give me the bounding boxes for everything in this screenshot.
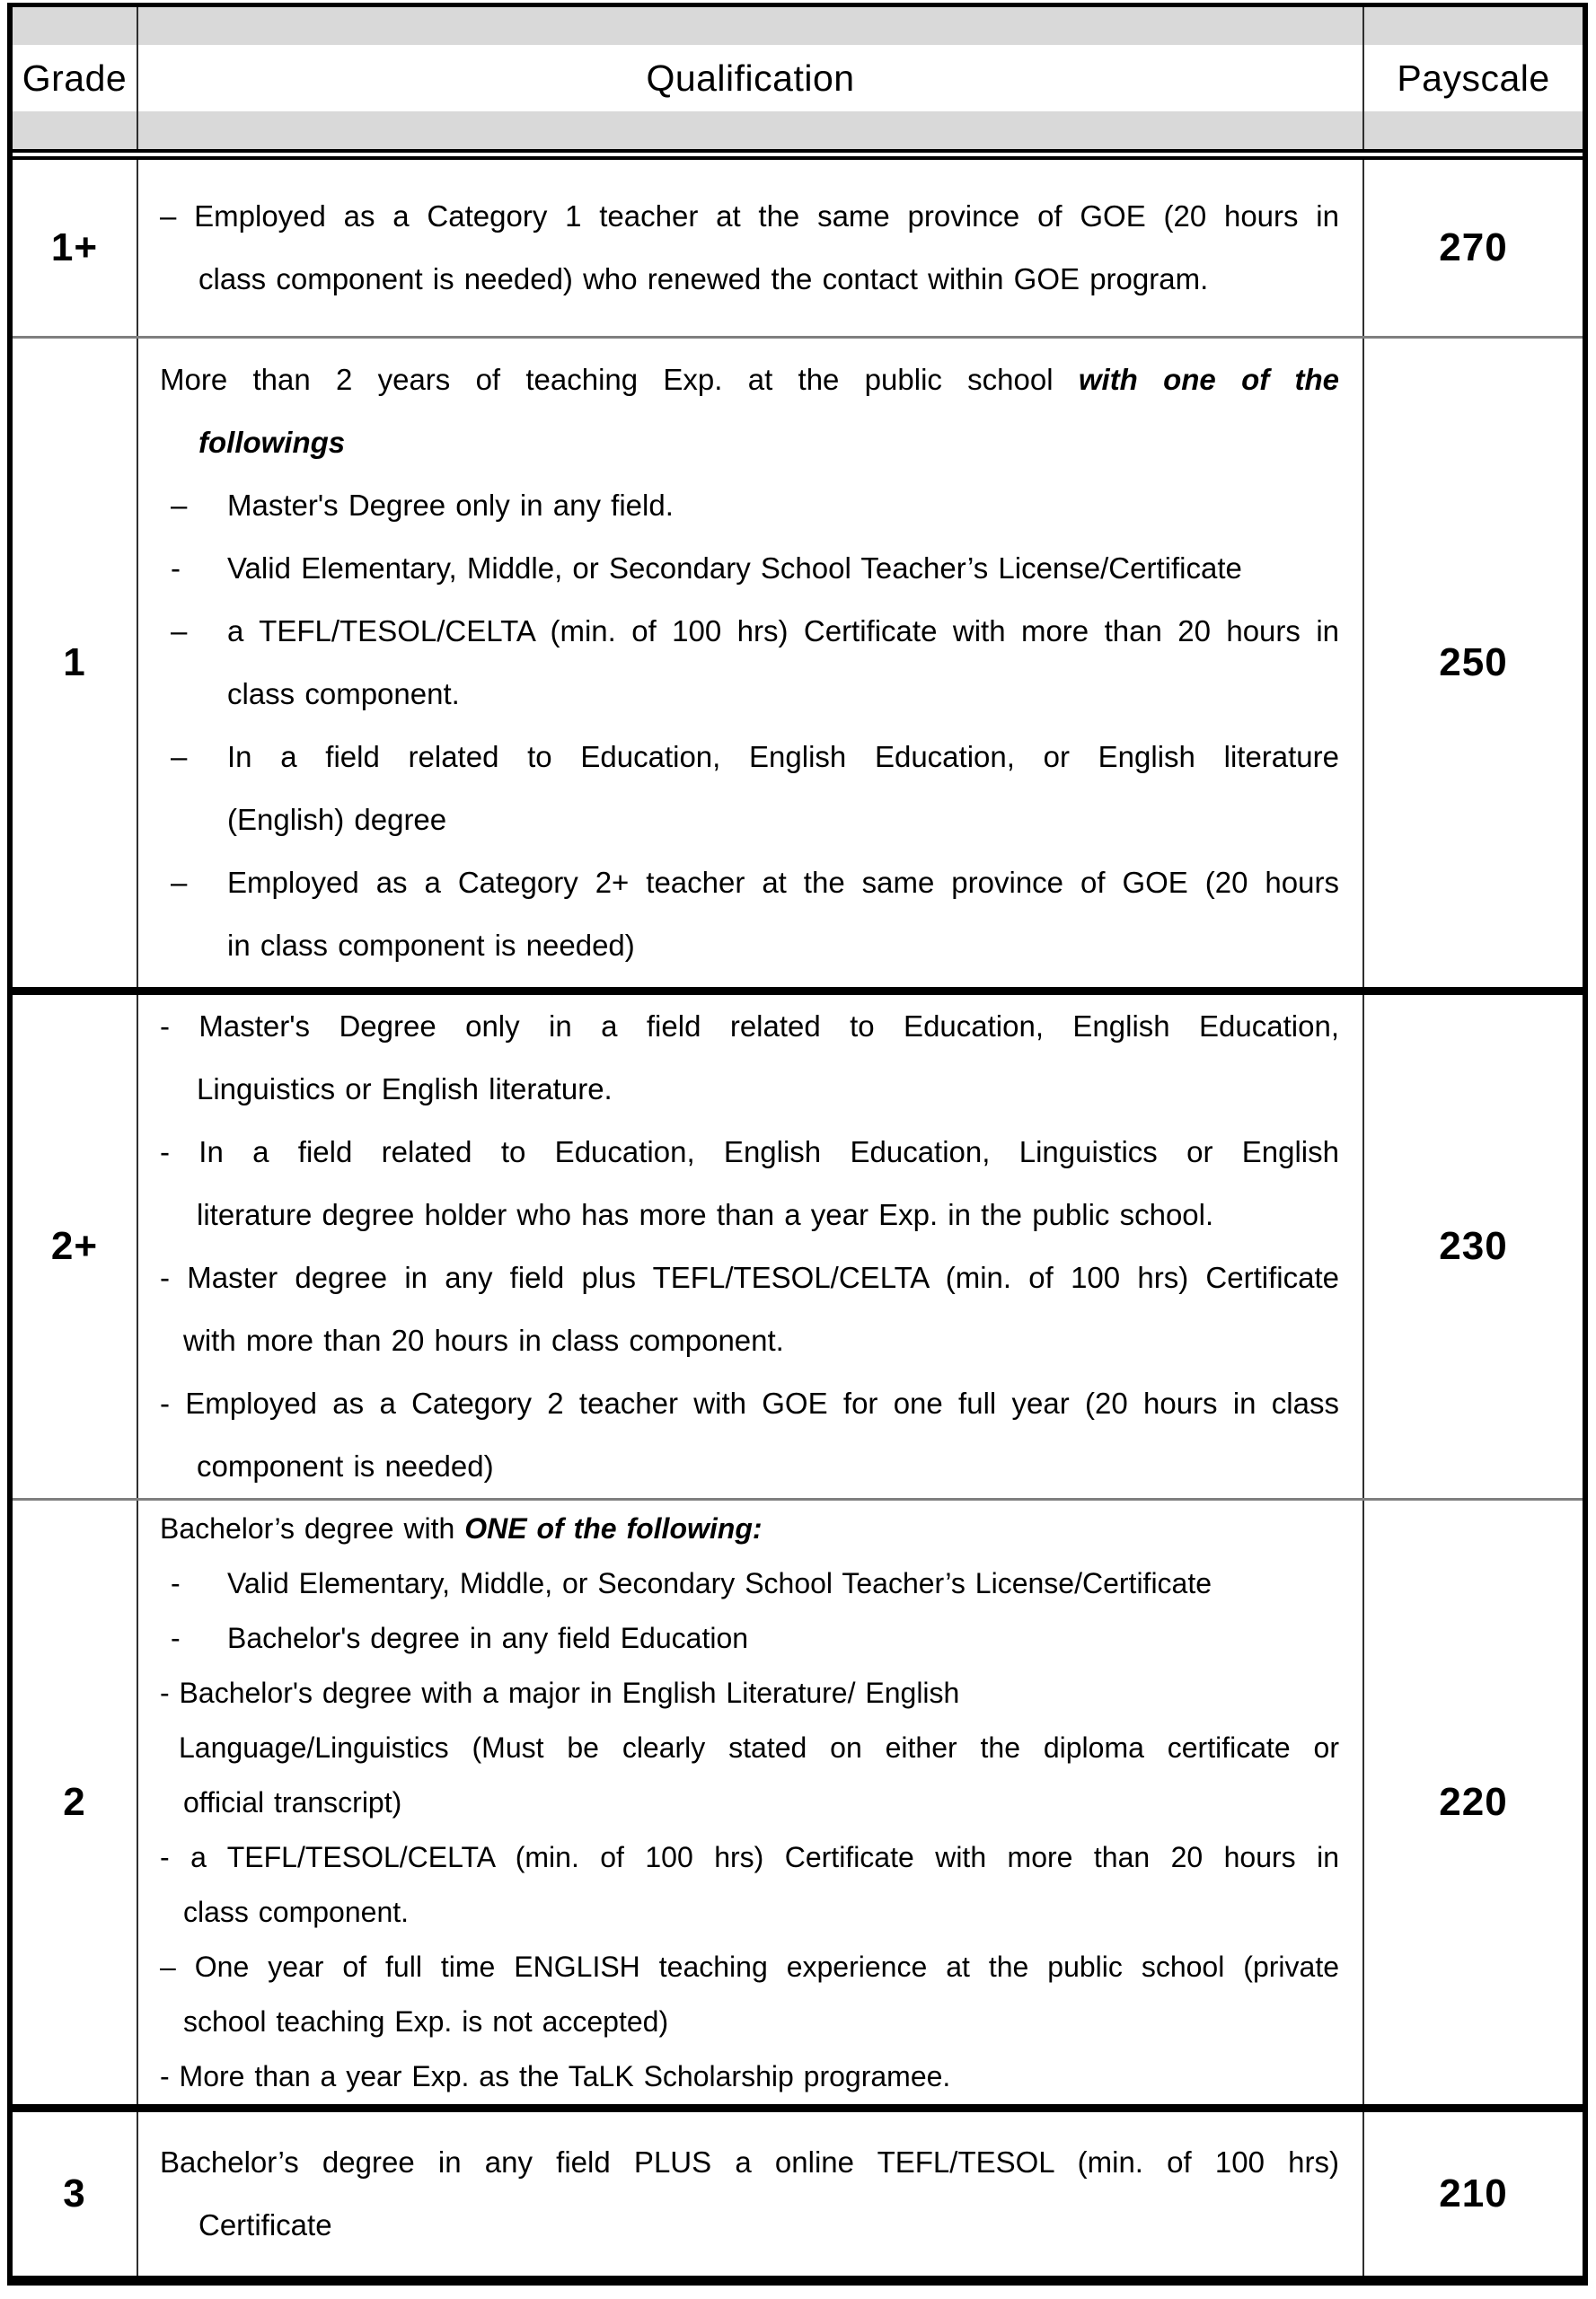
table-row-grade-1plus [13, 160, 1583, 336]
qualification-line [160, 411, 1339, 474]
qualification-text: class component. [227, 677, 460, 710]
header-cell-qualification [138, 7, 1364, 149]
qualification-text: Linguistics or English literature. [197, 1072, 613, 1105]
header-stripe [13, 45, 137, 111]
qualification-text: school teaching Exp. is not accepted) [183, 2004, 669, 2038]
payscale-value: 230 [1439, 1224, 1508, 1268]
emphasis-text: with one of the [1078, 363, 1339, 396]
header-label-grade: Grade [22, 57, 128, 99]
header-cell-grade [13, 7, 138, 149]
qualification-line [160, 1666, 1339, 1721]
bullet-dash: - [171, 1566, 181, 1599]
bullet-dash: – [171, 866, 188, 899]
header-stripe [1364, 45, 1583, 111]
qualification-cell [138, 2112, 1364, 2276]
qualification-line [160, 1611, 1339, 1666]
header-cell-payscale [1364, 7, 1583, 149]
qualification-line [160, 248, 1339, 311]
qualification-text: literature degree holder who has more than a year Exp. in the public school. [197, 1198, 1214, 1231]
header-stripe [138, 45, 1362, 111]
qualification-line [160, 1121, 1339, 1184]
qualification-text: Master's Degree only in any field. [227, 489, 674, 522]
qualification-text: with more than 20 hours in class component. [183, 1324, 784, 1357]
qualification-line [160, 1309, 1339, 1372]
table-row-grade-2 [13, 1501, 1583, 2104]
payscale-cell [1364, 339, 1583, 987]
qualification-line [160, 474, 1339, 537]
qualification-text: component is needed) [197, 1449, 494, 1483]
payscale-value: 220 [1439, 1780, 1508, 1824]
header-label-qualification: Qualification [646, 57, 855, 99]
grade-cell [13, 1501, 138, 2104]
qualification-cell [138, 1501, 1364, 2104]
qualification-line [160, 348, 1339, 411]
qualification-line [160, 185, 1339, 248]
qualification-cell [138, 160, 1364, 336]
header-double-divider [13, 149, 1583, 160]
payscale-value: 250 [1439, 640, 1508, 684]
grade-value: 2 [63, 1780, 86, 1824]
qualification-line [160, 663, 1339, 726]
table-body [13, 160, 1583, 2276]
grade-cell [13, 339, 138, 987]
grade-value: 1+ [50, 225, 99, 269]
bullet-dash: - [171, 551, 181, 585]
payscale-cell [1364, 1501, 1583, 2104]
bullet-dash: - [171, 1621, 181, 1654]
qualification-line [160, 1435, 1339, 1498]
grade-value: 1 [63, 640, 86, 684]
qualification-text: - Employed as a Category 2 teacher with GOE for one full year (20 hours in class [160, 1387, 1339, 1420]
qualification-text: In a field related to Education, English Education, or English literature [227, 740, 1339, 773]
qualification-line [160, 537, 1339, 600]
qualification-cell [138, 995, 1364, 1498]
qualification-line [160, 1246, 1339, 1309]
table-header-row [13, 7, 1583, 149]
qualification-text: official transcript) [183, 1785, 402, 1819]
qualification-line [160, 788, 1339, 851]
qualification-text: class component. [183, 1895, 410, 1928]
qualification-cell [138, 339, 1364, 987]
qualification-text: class component is needed) who renewed the contact within GOE program. [198, 262, 1209, 295]
qualification-text: Bachelor's degree in any field Education [227, 1621, 749, 1654]
payscale-cell [1364, 2112, 1583, 2276]
qualification-text: - More than a year Exp. as the TaLK Scholarship programee. [160, 2059, 951, 2092]
qualification-text: Bachelor’s degree with [160, 1511, 465, 1545]
table-row-grade-2plus [13, 995, 1583, 1498]
qualification-text: Valid Elementary, Middle, or Secondary School Teacher’s License/Certificate [227, 551, 1242, 585]
qualification-line [160, 1940, 1339, 1995]
qualification-line [160, 1058, 1339, 1121]
qualification-text: - In a field related to Education, English Education, Linguistics or English [160, 1135, 1339, 1168]
qualification-line [160, 1556, 1339, 1611]
bullet-dash: – [171, 614, 188, 647]
qualification-text: (English) degree [227, 803, 447, 836]
grade-cell [13, 160, 138, 336]
qualification-text: - Master degree in any field plus TEFL/TESOL/CELTA (min. of 100 hrs) Certificate [160, 1261, 1339, 1294]
header-label-payscale: Payscale [1397, 57, 1550, 99]
row-divider-thick [13, 2104, 1583, 2112]
qualification-line [160, 1995, 1339, 2049]
qualification-text: Valid Elementary, Middle, or Secondary School Teacher’s License/Certificate [227, 1566, 1212, 1599]
qualification-text: - a TEFL/TESOL/CELTA (min. of 100 hrs) Certificate with more than 20 hours in [160, 1840, 1339, 1873]
table-row-grade-3 [13, 2112, 1583, 2276]
bullet-dash: – [171, 740, 188, 773]
qualification-line [160, 2049, 1339, 2104]
qualification-text: Bachelor’s degree in any field PLUS a online TEFL/TESOL (min. of 100 hrs) [160, 2145, 1339, 2179]
qualification-line [160, 1721, 1339, 1775]
row-divider-thick [13, 987, 1583, 995]
bullet-dash: – [171, 489, 188, 522]
qualification-line [160, 2194, 1339, 2257]
qualification-line [160, 851, 1339, 914]
payscale-value: 210 [1439, 2171, 1508, 2215]
qualification-line [160, 1502, 1339, 1556]
qualification-text: – Employed as a Category 1 teacher at the same province of GOE (20 hours in [160, 199, 1339, 233]
qualification-line [160, 914, 1339, 977]
payscale-table [7, 3, 1588, 2286]
qualification-line [160, 1830, 1339, 1885]
grade-value: 3 [63, 2171, 86, 2215]
qualification-text: – One year of full time ENGLISH teaching experience at the public school (private [160, 1950, 1339, 1983]
emphasis-text: followings [198, 426, 346, 459]
payscale-value: 270 [1439, 225, 1508, 269]
qualification-line [160, 2131, 1339, 2194]
payscale-cell [1364, 995, 1583, 1498]
qualification-text: a TEFL/TESOL/CELTA (min. of 100 hrs) Certificate with more than 20 hours in [227, 614, 1339, 647]
grade-cell [13, 2112, 138, 2276]
emphasis-text: ONE of the following: [464, 1511, 763, 1545]
qualification-text: Certificate [198, 2208, 332, 2242]
qualification-text: Employed as a Category 2+ teacher at the same province of GOE (20 hours [227, 866, 1339, 899]
table-row-grade-1 [13, 339, 1583, 987]
qualification-line [160, 995, 1339, 1058]
qualification-line [160, 1184, 1339, 1246]
grade-value: 2+ [50, 1224, 99, 1268]
grade-cell [13, 995, 138, 1498]
payscale-cell [1364, 160, 1583, 336]
qualification-line [160, 1775, 1339, 1830]
qualification-text: Language/Linguistics (Must be clearly stated on either the diploma certificate or [179, 1731, 1339, 1764]
qualification-line [160, 726, 1339, 788]
qualification-text: - Master's Degree only in a field related to Education, English Education, [160, 1009, 1339, 1043]
qualification-line [160, 1885, 1339, 1940]
qualification-line [160, 600, 1339, 663]
qualification-text: - Bachelor's degree with a major in English Literature/ English [160, 1676, 960, 1709]
qualification-line [160, 1372, 1339, 1435]
qualification-text: in class component is needed) [227, 929, 635, 962]
qualification-text: More than 2 years of teaching Exp. at the public school [160, 363, 1079, 396]
